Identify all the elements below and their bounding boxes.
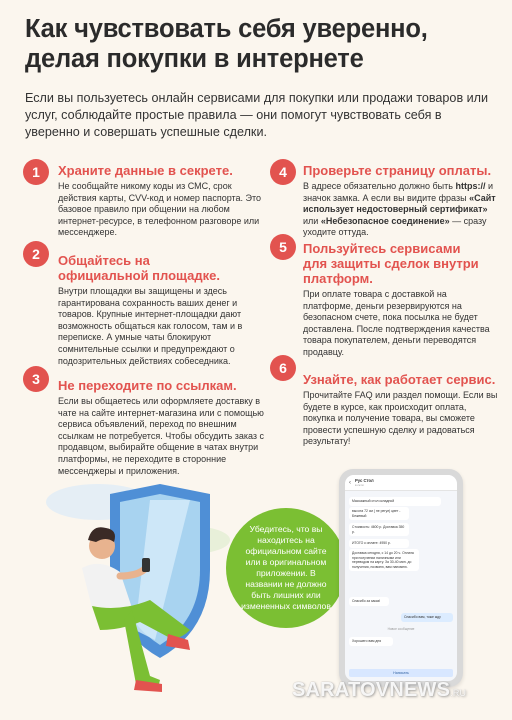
phone-screen: [345, 475, 457, 681]
tip-6-title: Узнайте, как работает сервис.: [303, 372, 496, 387]
chat-message: ИТОГО к оплате: 4950 р.: [349, 539, 409, 548]
chat-shop-status: в сети: [355, 483, 364, 487]
tip-5-badge: 5: [270, 234, 296, 260]
tip-4-text: В адресе обязательно должно быть https:// и значок замка. А если вы видите фразы «Сайт использует недостоверный сертификат» или «Небезопасное соединение» — сразу уходите оттуда.: [303, 181, 496, 238]
tip-5-title: Пользуйтесь сервисами для защиты сделок внутри платформ.: [303, 241, 479, 286]
tip-6-text: Прочитайте FAQ или раздел помощи. Если вы будете в курсе, как происходит оплата, покупка и получение товара, вы сможете провести успешную сделку и радоваться результату!: [303, 390, 498, 447]
chat-message: Спасибо за заказ!: [349, 597, 389, 606]
tip-4-badge: 4: [270, 159, 296, 185]
chat-message: высота 72 см ( не регул) цвет - Бежевый: [349, 507, 409, 520]
tip-2-title: Общайтесь на официальной площадке.: [58, 253, 221, 283]
tip-1: [58, 163, 263, 239]
intro-text: Если вы пользуетесь онлайн сервисами для покупки или продажи товаров или услуг, соблюдайте простые правила — они помогут чувствовать себя в уверенно и совершать успешные сделки.: [25, 91, 489, 139]
chat-header: [345, 475, 457, 491]
phone-icon: [142, 558, 150, 572]
tip-1-title: Храните данные в секрете.: [58, 163, 233, 178]
tip-5: [303, 241, 498, 359]
tip-1-badge: 1: [23, 159, 49, 185]
callout-circle: [226, 508, 346, 628]
tip-5-text: При оплате товара с доставкой на платформе, деньги резервируются на безопасном счете, пока посылка не будет доставлена. После подтверждения качества товара покупателем, деньги переводятся продавцу.: [303, 289, 490, 357]
tip-1-text: Не сообщайте никому коды из СМС, срок действия карты, CVV-код и номер паспорта. Это базовое правило при общении на любом интернет-ресурсе, в телефонном разговоре или мессенджере.: [58, 181, 262, 238]
tip-3-title: Не переходите по ссылкам.: [58, 378, 237, 393]
chat-message: Хорошего вам дня: [349, 637, 393, 646]
tip-4-title: Проверьте страницу оплаты.: [303, 163, 492, 178]
tip-3-badge: 3: [23, 366, 49, 392]
tip-2-badge: 2: [23, 241, 49, 267]
chat-message: Спасибо вам, тоже жду: [401, 613, 453, 622]
page-title: Как чувствовать себя уверенно, делая покупки в интернете: [25, 15, 428, 73]
chat-message: Массажный стол складной: [349, 497, 441, 506]
tip-3-text: Если вы общаетесь или оформляете доставку в чате на сайте интернет-магазина или с помощью сервиса объявлений, переход по внешним ссылкам не потребуется. Чтобы обсудить заказ с продавцом, выбирайте общение в чатах внутри платформы, не переходите в сторонние мессенджеры и приложения.: [58, 396, 264, 476]
chat-divider: Новое сообщение: [387, 627, 415, 631]
phone-mockup: [339, 469, 463, 687]
chat-message: Стоимость: 4600 р. Доставка 350 р.: [349, 523, 409, 536]
back-arrow-icon[interactable]: ‹: [349, 479, 351, 486]
tip-2-text: Внутри площадки вы защищены и здесь гарантирована сохранность ваших денег и товаров. Крупные интернет-площадки дают возможность общаться как голосом, там и в переписке. А умные чаты блокируют сомнительные ссылки и предупреждают о подозрительных действиях собеседника.: [58, 286, 243, 366]
tip-6-badge: 6: [270, 355, 296, 381]
tip-2: [58, 253, 263, 367]
tip-4: [303, 163, 503, 239]
watermark: SARATOVNEWS.RU: [292, 679, 467, 701]
write-message-button[interactable]: Написать: [349, 669, 453, 677]
chat-message: Доставка сегодня, с 14 до 20 ч. Оплата при получении наличными или переводом на карту. За 30-40 мин. до получения, позвоню, вам напомню.: [349, 549, 419, 571]
chat-shop-name: Рус Стол: [355, 478, 374, 483]
tip-3: [58, 378, 268, 477]
tip-6: [303, 372, 501, 448]
callout-text: Убедитесь, что вы находитесь на официальном сайте или в оригинальном приложении. В названии не должно быть лишних или измененных символов: [241, 524, 331, 611]
